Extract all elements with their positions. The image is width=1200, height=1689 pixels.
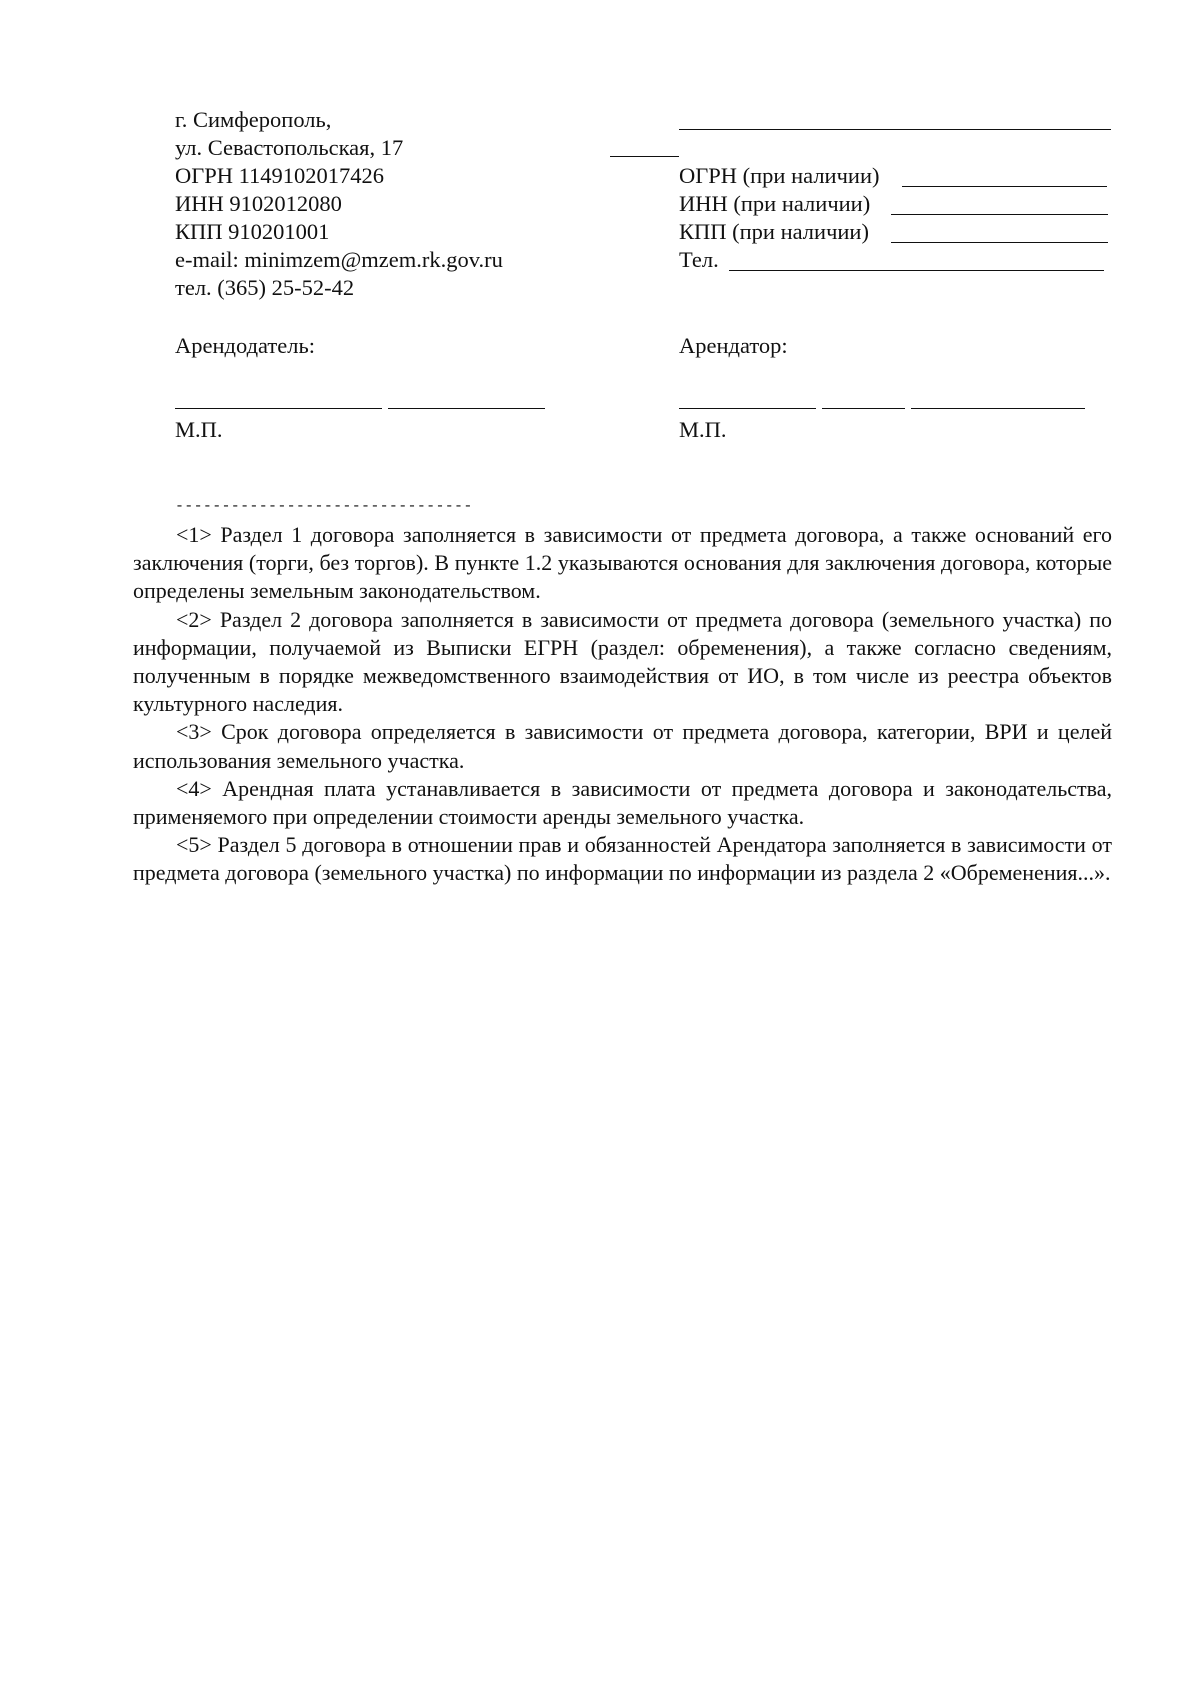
lessee-inn-label: ИНН (при наличии) [679,191,871,216]
lessor-inn: ИНН 9102012080 [175,191,342,216]
lessor-city: г. Симферополь, [175,107,332,132]
lessor-signature-line [175,408,382,409]
lessor-role-label: Арендодатель: [175,333,315,358]
lessor-ogrn: ОГРН 1149102017426 [175,163,385,188]
lessee-name-line-extension [610,156,679,157]
lessor-phone: тел. (365) 25-52-42 [175,275,355,300]
lessee-phone-label: Тел. [679,247,719,272]
lessee-role-label: Арендатор: [679,333,788,358]
lessee-inn-field-line [891,214,1108,215]
lessor-email: e-mail: minimzem@mzem.rk.gov.ru [175,247,503,272]
lessee-name-line-bottom [911,408,1085,409]
lessee-phone-field-line [729,270,1104,271]
footnote-4: <4> Арендная плата устанавливается в зависимости от предмета договора и законодательства, применяемого при определении стоимости аренды земельного участка. [133,775,1112,830]
footnote-2: <2> Раздел 2 договора заполняется в зависимости от предмета договора (земельного участка) по информации, получаемой из Выписки ЕГРН (раздел: обременения), а также согласно сведениям, полученным в порядке межведомственного взаимодействия от ИО, в том числе из реестра объектов культурного наследия. [133,606,1112,717]
footnote-1: <1> Раздел 1 договора заполняется в зависимости от предмета договора, а также оснований его заключения (торги, без торгов). В пункте 1.2 указываются основания для заключения договора, которые определены земельным законодательством. [133,522,1112,604]
footnote-separator: -------------------------------- [175,498,473,515]
footnote-3: <3> Срок договора определяется в зависимости от предмета договора, категории, ВРИ и целей использования земельного участка. [133,719,1112,773]
lessee-ogrn-field-line [902,186,1107,187]
lessee-signature-line [679,408,816,409]
footnotes [133,521,1112,888]
lessor-kpp: КПП 910201001 [175,219,330,244]
lessee-name-line [679,129,1111,130]
lessor-name-line [388,408,545,409]
lessee-ogrn-label: ОГРН (при наличии) [679,163,880,188]
footnote-5: <5> Раздел 5 договора в отношении прав и обязанностей Арендатора заполняется в зависимости от предмета договора (земельного участка) по информации по информации из раздела 2 «Обременения...». [133,832,1112,886]
lessor-street: ул. Севастопольская, 17 [175,135,404,160]
lessee-kpp-field-line [891,242,1108,243]
lessor-stamp-label: М.П. [175,417,223,442]
lessee-kpp-label: КПП (при наличии) [679,219,869,244]
lessee-signature-line-2 [822,408,905,409]
lessee-stamp-label: М.П. [679,417,727,442]
